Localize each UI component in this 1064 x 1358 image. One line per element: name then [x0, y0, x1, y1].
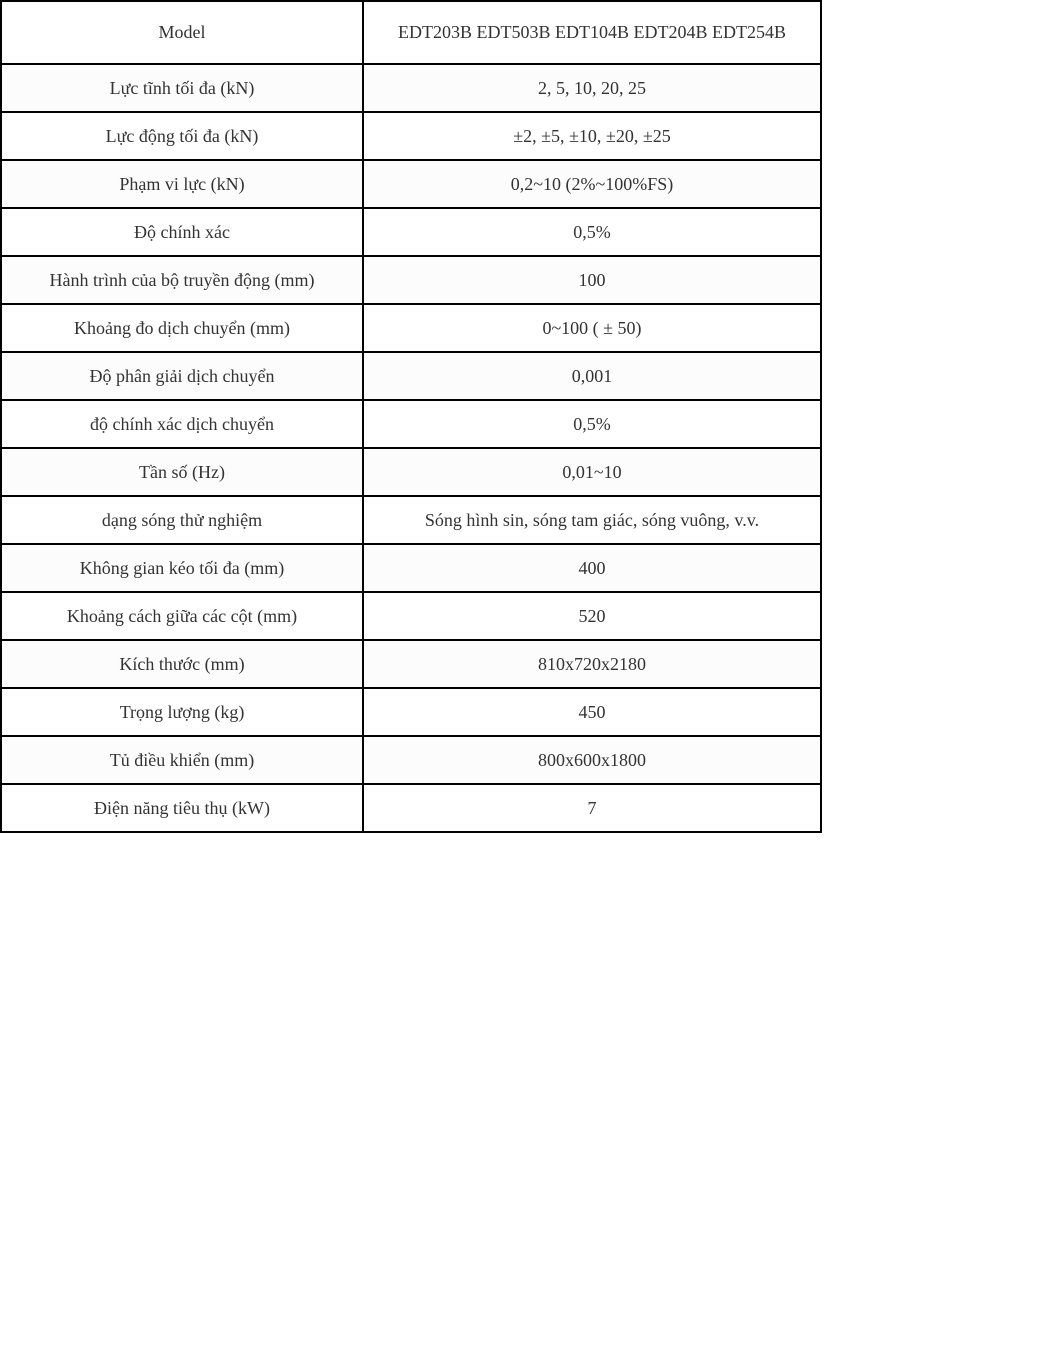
- row-label-cell: Tủ điều khiển (mm): [1, 736, 363, 784]
- row-label-cell: Trọng lượng (kg): [1, 688, 363, 736]
- row-label-cell: Độ phân giải dịch chuyển: [1, 352, 363, 400]
- row-label-cell: Độ chính xác: [1, 208, 363, 256]
- row-value-cell: 7: [363, 784, 821, 832]
- table-row: [1, 496, 821, 544]
- table-row: [1, 304, 821, 352]
- table-header-row: [1, 1, 821, 64]
- row-value-cell: 400: [363, 544, 821, 592]
- row-value-cell: ±2, ±5, ±10, ±20, ±25: [363, 112, 821, 160]
- row-label-cell: Không gian kéo tối đa (mm): [1, 544, 363, 592]
- table-row: [1, 352, 821, 400]
- row-value-cell: 810x720x2180: [363, 640, 821, 688]
- table-row: [1, 112, 821, 160]
- row-value-cell: 520: [363, 592, 821, 640]
- table-row: [1, 400, 821, 448]
- row-value-cell: 0,2~10 (2%~100%FS): [363, 160, 821, 208]
- header-value-cell: EDT203B EDT503B EDT104B EDT204B EDT254B: [363, 1, 821, 64]
- table-row: [1, 784, 821, 832]
- row-label-cell: Điện năng tiêu thụ (kW): [1, 784, 363, 832]
- row-label-cell: Khoảng đo dịch chuyển (mm): [1, 304, 363, 352]
- table-row: [1, 544, 821, 592]
- table-row: [1, 448, 821, 496]
- row-label-cell: Phạm vi lực (kN): [1, 160, 363, 208]
- row-label-cell: Lực tĩnh tối đa (kN): [1, 64, 363, 112]
- row-value-cell: 800x600x1800: [363, 736, 821, 784]
- row-label-cell: dạng sóng thử nghiệm: [1, 496, 363, 544]
- row-value-cell: 0,001: [363, 352, 821, 400]
- table-row: [1, 160, 821, 208]
- table-row: [1, 688, 821, 736]
- row-label-cell: Tần số (Hz): [1, 448, 363, 496]
- row-value-cell: 450: [363, 688, 821, 736]
- row-label-cell: Lực động tối đa (kN): [1, 112, 363, 160]
- table-row: [1, 640, 821, 688]
- table-row: [1, 208, 821, 256]
- row-value-cell: 0,01~10: [363, 448, 821, 496]
- row-value-cell: 100: [363, 256, 821, 304]
- table-row: [1, 592, 821, 640]
- row-value-cell: 0,5%: [363, 400, 821, 448]
- row-value-cell: 2, 5, 10, 20, 25: [363, 64, 821, 112]
- row-value-cell: Sóng hình sin, sóng tam giác, sóng vuông, v.v.: [363, 496, 821, 544]
- row-value-cell: 0,5%: [363, 208, 821, 256]
- row-label-cell: Khoảng cách giữa các cột (mm): [1, 592, 363, 640]
- header-label-cell: Model: [1, 1, 363, 64]
- row-label-cell: độ chính xác dịch chuyển: [1, 400, 363, 448]
- row-value-cell: 0~100 ( ± 50): [363, 304, 821, 352]
- row-label-cell: Kích thước (mm): [1, 640, 363, 688]
- row-label-cell: Hành trình của bộ truyền động (mm): [1, 256, 363, 304]
- table-row: [1, 64, 821, 112]
- table-row: [1, 256, 821, 304]
- spec-table: [0, 0, 822, 833]
- table-row: [1, 736, 821, 784]
